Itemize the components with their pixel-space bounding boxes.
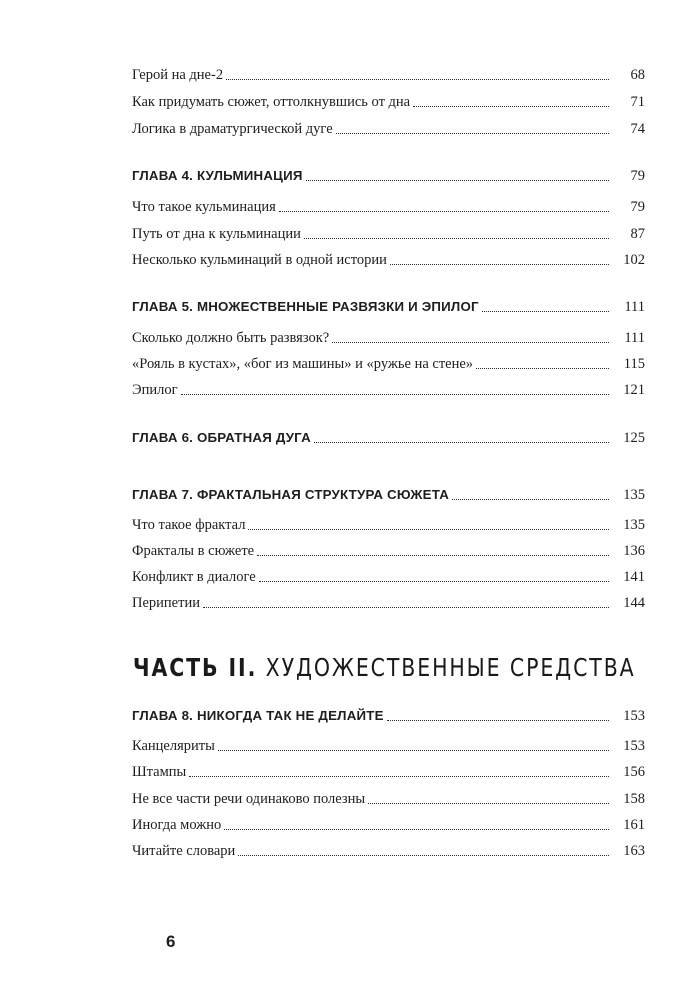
- page-number: 6: [166, 932, 176, 951]
- toc-entry-page: 135: [623, 487, 645, 503]
- toc-entry[interactable]: [132, 325, 645, 347]
- toc-entry-page: 102: [623, 252, 645, 268]
- toc-entry-page: 144: [623, 595, 645, 611]
- dot-leader: [314, 442, 609, 443]
- dot-leader: [304, 238, 609, 239]
- toc-entry-title: Что такое фрактал: [132, 517, 246, 533]
- toc-entry-title: Фракталы в сюжете: [132, 543, 255, 559]
- toc-entry-page: 141: [623, 569, 645, 585]
- toc-entry-title: Перипетии: [132, 595, 200, 611]
- toc-entry-title: Конфликт в диалоге: [132, 569, 256, 585]
- dot-leader: [387, 720, 609, 721]
- dot-leader: [390, 264, 609, 265]
- toc-entry-page: 111: [624, 330, 645, 346]
- toc-entry[interactable]: [132, 194, 645, 216]
- toc-entry-page: 79: [630, 199, 645, 215]
- toc-chapter-entry[interactable]: [132, 703, 645, 725]
- dot-leader: [224, 829, 609, 830]
- dot-leader: [189, 776, 609, 777]
- toc-entry-page: 156: [623, 764, 645, 780]
- toc-entry-title: Логика в драматургической дуге: [132, 121, 333, 137]
- toc-entry[interactable]: [132, 377, 645, 399]
- toc-entry-page: 163: [623, 843, 645, 859]
- toc-entry-page: 68: [630, 67, 645, 83]
- dot-leader: [476, 368, 609, 369]
- dot-leader: [279, 211, 609, 212]
- dot-leader: [248, 529, 609, 530]
- dot-leader: [218, 750, 609, 751]
- toc-chapter-title: ГЛАВА 6. ОБРАТНАЯ ДУГА: [132, 430, 311, 445]
- toc-entry-title: Канцеляриты: [132, 738, 215, 754]
- toc-entry-page: 153: [623, 738, 645, 754]
- toc-chapter-entry[interactable]: [132, 482, 645, 504]
- dot-leader: [259, 581, 609, 582]
- dot-leader: [413, 106, 609, 107]
- dot-leader: [368, 803, 609, 804]
- toc-entry-page: 115: [623, 356, 645, 372]
- toc-entry[interactable]: [132, 247, 645, 269]
- toc-entry-page: 153: [623, 708, 645, 724]
- dot-leader: [226, 79, 609, 80]
- toc-entry-page: 87: [630, 226, 645, 242]
- toc-entry[interactable]: [132, 89, 645, 111]
- toc-entry[interactable]: [132, 733, 645, 755]
- dot-leader: [203, 607, 609, 608]
- toc-entry[interactable]: [132, 564, 645, 586]
- toc-entry[interactable]: [132, 786, 645, 808]
- toc-entry[interactable]: [132, 512, 645, 534]
- toc-entry-page: 79: [630, 168, 645, 184]
- toc-entry-page: 121: [623, 382, 645, 398]
- toc-entry-title: Несколько кульминаций в одной истории: [132, 252, 387, 268]
- toc-entry-title: Эпилог: [132, 382, 178, 398]
- toc-entry-page: 136: [623, 543, 645, 559]
- toc-entry-page: 111: [624, 299, 645, 315]
- toc-chapter-title: ГЛАВА 8. НИКОГДА ТАК НЕ ДЕЛАЙТЕ: [132, 708, 384, 723]
- dot-leader: [257, 555, 609, 556]
- toc-entry-title: Герой на дне-2: [132, 67, 224, 83]
- toc-entry-page: 125: [623, 430, 645, 446]
- dot-leader: [238, 855, 609, 856]
- dot-leader: [306, 180, 609, 181]
- toc-entry[interactable]: [132, 221, 645, 243]
- toc-entry-title: Штампы: [132, 764, 187, 780]
- toc-entry[interactable]: [132, 351, 645, 373]
- toc-chapter-entry[interactable]: [132, 163, 645, 185]
- dot-leader: [482, 311, 609, 312]
- toc-entry-page: 135: [623, 517, 645, 533]
- toc-entry-title: Как придумать сюжет, оттолкнувшись от дна: [132, 94, 411, 110]
- toc-entry-page: 74: [630, 121, 645, 137]
- toc-entry-title: Путь от дна к кульминации: [132, 226, 301, 242]
- part-label: ЧАСТЬ II.: [133, 653, 258, 682]
- toc-chapter-title: ГЛАВА 5. МНОЖЕСТВЕННЫЕ РАЗВЯЗКИ И ЭПИЛОГ: [132, 299, 479, 314]
- toc-entry[interactable]: [132, 116, 645, 138]
- toc-entry-page: 71: [630, 94, 645, 110]
- toc-chapter-title: ГЛАВА 7. ФРАКТАЛЬНАЯ СТРУКТУРА СЮЖЕТА: [132, 487, 450, 502]
- dot-leader: [452, 499, 609, 500]
- part-title: ХУДОЖЕСТВЕННЫЕ СРЕДСТВА: [265, 653, 636, 682]
- toc-entry-title: «Рояль в кустах», «бог из машины» и «ружье на стене»: [132, 356, 474, 372]
- toc-entry-title: Сколько должно быть развязок?: [132, 330, 330, 346]
- toc-entry-page: 158: [623, 791, 645, 807]
- toc-entry[interactable]: [132, 62, 645, 84]
- toc-chapter-entry[interactable]: [132, 425, 645, 447]
- toc-entry[interactable]: [132, 838, 645, 860]
- toc-chapter-entry[interactable]: [132, 294, 645, 316]
- toc-entry[interactable]: [132, 759, 645, 781]
- toc-entry-title: Что такое кульминация: [132, 199, 276, 215]
- toc-entry[interactable]: [132, 538, 645, 560]
- dot-leader: [181, 394, 609, 395]
- dot-leader: [332, 342, 609, 343]
- toc-chapter-title: ГЛАВА 4. КУЛЬМИНАЦИЯ: [132, 168, 303, 183]
- dot-leader: [336, 133, 609, 134]
- toc-entry[interactable]: [132, 590, 645, 612]
- toc-entry-title: Не все части речи одинаково полезны: [132, 791, 366, 807]
- part-heading[interactable]: [133, 648, 636, 688]
- toc-entry-page: 161: [623, 817, 645, 833]
- toc-entry-title: Иногда можно: [132, 817, 222, 833]
- toc-entry-title: Читайте словари: [132, 843, 236, 859]
- toc-entry[interactable]: [132, 812, 645, 834]
